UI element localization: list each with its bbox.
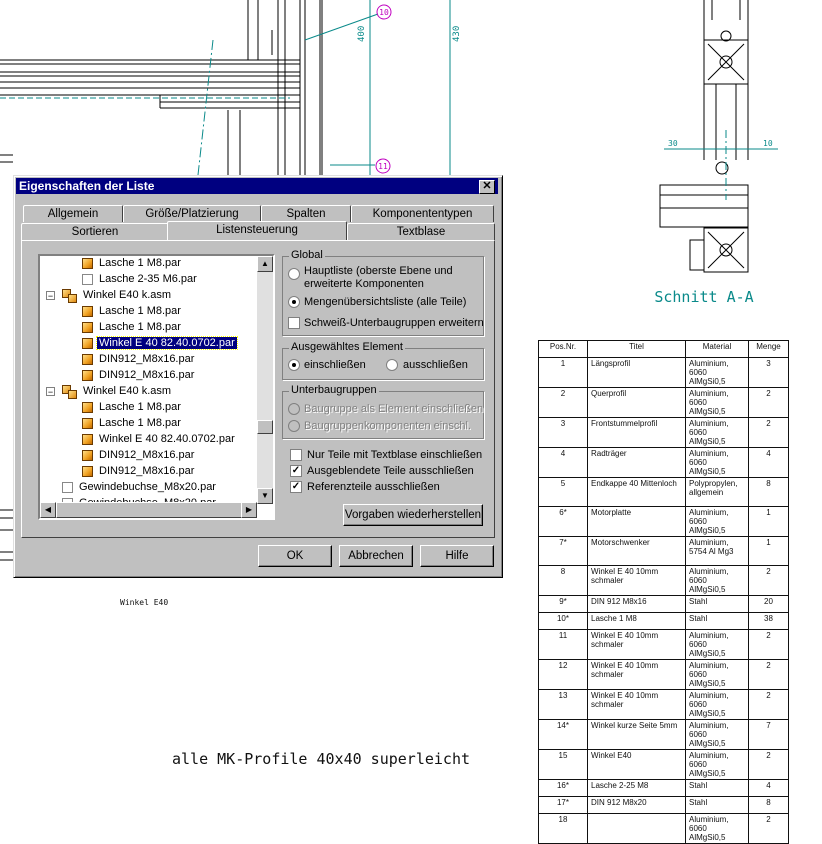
checkbox-exclude-hidden[interactable]: ✓ [291, 465, 301, 476]
tree-item-label: Lasche 1 M8.par [99, 257, 181, 269]
cell-pos: 5 [539, 478, 588, 507]
dialog-title: Eigenschaften der Liste [19, 179, 155, 193]
cell-title: Querprofil [588, 388, 686, 418]
part-icon [82, 354, 93, 365]
label-exclude-reference: Referenzteile ausschließen [307, 481, 440, 493]
cell-pos: 4 [539, 448, 588, 478]
table-row[interactable] [539, 814, 789, 844]
tree-item[interactable] [82, 335, 237, 351]
tab-groesse-platzierung[interactable]: Größe/Platzierung [123, 205, 261, 222]
radio-include[interactable] [288, 359, 300, 371]
part-icon [82, 370, 93, 381]
cell-pos: 1 [539, 358, 588, 388]
collapse-icon[interactable]: − [47, 387, 54, 397]
cell-material: Aluminium, 6060 AlMgSi0,5 [686, 660, 749, 690]
part-icon [82, 258, 93, 269]
help-button[interactable]: Hilfe [420, 545, 494, 567]
cell-material: Aluminium, 6060 AlMgSi0,5 [686, 507, 749, 537]
cell-qty: 2 [749, 388, 789, 418]
component-tree[interactable] [38, 254, 275, 520]
cell-title: Winkel E 40 10mm schmaler [588, 690, 686, 720]
cell-pos: 6* [539, 507, 588, 537]
collapse-icon[interactable]: − [47, 291, 54, 301]
cell-pos: 16* [539, 780, 588, 797]
cell-material: Aluminium, 6060 AlMgSi0,5 [686, 418, 749, 448]
table-row[interactable] [539, 566, 789, 596]
table-row[interactable] [539, 660, 789, 690]
table-row[interactable] [539, 596, 789, 613]
cell-pos: 7* [539, 537, 588, 566]
table-row[interactable] [539, 537, 789, 566]
cell-title: DIN 912 M8x20 [588, 797, 686, 814]
scroll-down-icon[interactable]: ▼ [257, 488, 273, 504]
tree-item-label: DIN912_M8x16.par [99, 353, 195, 365]
cell-title: Frontstummelprofil [588, 418, 686, 448]
radio-mengenuebersicht[interactable] [288, 296, 300, 308]
cell-title [588, 814, 686, 844]
cell-material: Aluminium, 6060 AlMgSi0,5 [686, 690, 749, 720]
tree-item[interactable] [82, 303, 183, 319]
cell-qty: 8 [749, 797, 789, 814]
cell-qty: 2 [749, 566, 789, 596]
cell-qty: 4 [749, 448, 789, 478]
cell-pos: 13 [539, 690, 588, 720]
label-only-with-balloon: Nur Teile mit Textblase einschließen [307, 449, 483, 461]
cell-pos: 9* [539, 596, 588, 613]
dimension-400-label: 400 [357, 25, 367, 42]
cell-material: Aluminium, 6060 AlMgSi0,5 [686, 566, 749, 596]
tab-spalten[interactable]: Spalten [261, 205, 351, 222]
tree-item-label: Lasche 1 M8.par [99, 321, 181, 333]
group-selected-element-legend: Ausgewähltes Element [291, 341, 403, 353]
cell-qty: 38 [749, 613, 789, 630]
tree-item[interactable] [82, 399, 183, 415]
table-row[interactable] [539, 630, 789, 660]
tree-item[interactable] [82, 271, 199, 287]
part-icon [82, 466, 93, 477]
cell-qty: 2 [749, 660, 789, 690]
tab-textblase[interactable]: Textblase [347, 223, 495, 240]
tree-item[interactable] [82, 255, 183, 271]
checkbox-exclude-reference[interactable]: ✓ [291, 481, 301, 492]
tree-item-label: DIN912_M8x16.par [99, 449, 195, 461]
balloon-10 [377, 5, 391, 19]
label-mengenuebersicht: Mengenübersichtsliste (alle Teile) [304, 296, 467, 308]
cell-qty: 3 [749, 358, 789, 388]
part-callout-label: Winkel E40 [120, 598, 169, 607]
cell-title: Motorplatte [588, 507, 686, 537]
part-icon [82, 338, 93, 349]
h-scroll-thumb[interactable] [56, 502, 246, 518]
column-header-qty: Menge [749, 341, 789, 358]
cell-qty: 20 [749, 596, 789, 613]
inactive-part-icon [62, 482, 73, 493]
table-row[interactable] [539, 750, 789, 780]
restore-defaults-button[interactable]: Vorgaben wiederherstellen [343, 504, 483, 526]
cell-qty: 7 [749, 720, 789, 750]
cell-title: Längsprofil [588, 358, 686, 388]
svg-text:10: 10 [379, 8, 389, 17]
cell-material: Polypropylen, allgemein [686, 478, 749, 507]
radio-assembly-as-element[interactable] [288, 403, 300, 415]
assembly-icon [62, 385, 77, 397]
table-row[interactable] [539, 613, 789, 630]
tree-vertical-scrollbar[interactable] [257, 256, 273, 504]
tree-item-label: Lasche 1 M8.par [99, 305, 181, 317]
cell-material: Aluminium, 6060 AlMgSi0,5 [686, 720, 749, 750]
tree-item[interactable] [47, 287, 173, 303]
tree-item-label: Winkel E40 k.asm [83, 289, 172, 301]
cell-title: Winkel kurze Seite 5mm [588, 720, 686, 750]
inactive-part-icon [82, 274, 93, 285]
cell-title: Winkel E 40 10mm schmaler [588, 630, 686, 660]
tree-item[interactable] [82, 415, 183, 431]
cell-title: Lasche 1 M8 [588, 613, 686, 630]
part-icon [82, 402, 93, 413]
dialog-title-bar[interactable] [16, 178, 498, 194]
label-assembly-components: Baugruppenkomponenten einschl. [304, 420, 471, 432]
part-icon [82, 322, 93, 333]
cell-material: Stahl [686, 613, 749, 630]
cell-pos: 15 [539, 750, 588, 780]
cell-qty: 2 [749, 630, 789, 660]
table-row[interactable] [539, 797, 789, 814]
cell-title: Endkappe 40 Mittenloch [588, 478, 686, 507]
table-row[interactable] [539, 780, 789, 797]
tree-item[interactable] [82, 431, 237, 447]
cell-qty: 2 [749, 418, 789, 448]
cell-material: Aluminium, 6060 AlMgSi0,5 [686, 388, 749, 418]
radio-assembly-components[interactable] [288, 420, 300, 432]
tree-item-label: Winkel E40 k.asm [83, 385, 172, 397]
table-row[interactable] [539, 418, 789, 448]
group-global-legend: Global [291, 249, 323, 261]
cell-qty: 1 [749, 507, 789, 537]
tree-horizontal-scrollbar[interactable] [40, 502, 257, 518]
cell-title: Motorschwenker [588, 537, 686, 566]
tree-item-label: DIN912_M8x16.par [99, 465, 195, 477]
assembly-icon [62, 289, 77, 301]
cell-title: Winkel E40 [588, 750, 686, 780]
part-icon [82, 434, 93, 445]
cell-title: Winkel E 40 10mm schmaler [588, 566, 686, 596]
tab-allgemein[interactable]: Allgemein [23, 205, 123, 222]
cell-title: Winkel E 40 10mm schmaler [588, 660, 686, 690]
list-properties-dialog[interactable] [13, 175, 503, 578]
tree-item[interactable] [82, 463, 196, 479]
table-row[interactable] [539, 358, 789, 388]
cell-pos: 3 [539, 418, 588, 448]
parts-list-header-row [539, 341, 789, 358]
cell-material: Aluminium, 6060 AlMgSi0,5 [686, 814, 749, 844]
ok-button[interactable]: OK [258, 545, 332, 567]
cell-material: Aluminium, 6060 AlMgSi0,5 [686, 630, 749, 660]
cell-title: Lasche 2-25 M8 [588, 780, 686, 797]
cell-pos: 8 [539, 566, 588, 596]
dimension-10-label: 10 [763, 139, 773, 148]
cell-material: Aluminium, 6060 AlMgSi0,5 [686, 358, 749, 388]
cell-pos: 12 [539, 660, 588, 690]
section-view-geometry [660, 0, 748, 272]
cancel-button[interactable]: Abbrechen [339, 545, 413, 567]
tree-item[interactable] [82, 351, 196, 367]
section-label: Schnitt A-A [654, 288, 754, 306]
scroll-right-icon[interactable]: ▶ [241, 502, 257, 518]
cell-material: Aluminium, 6060 AlMgSi0,5 [686, 448, 749, 478]
tree-item-label: Lasche 2-35 M6.par [99, 273, 197, 285]
part-icon [82, 306, 93, 317]
scroll-thumb[interactable] [257, 420, 273, 434]
label-schweiss: Schweiß-Unterbaugruppen erweitern [304, 317, 484, 329]
tab-listensteuerung[interactable]: Listensteuerung [167, 221, 347, 240]
table-row[interactable] [539, 690, 789, 720]
tree-item[interactable] [47, 383, 173, 399]
tree-item-label: DIN912_M8x16.par [99, 369, 195, 381]
part-icon [82, 450, 93, 461]
tab-sortieren[interactable]: Sortieren [21, 223, 169, 240]
table-row[interactable] [539, 388, 789, 418]
tree-item[interactable] [82, 447, 196, 463]
tree-item[interactable] [82, 367, 196, 383]
table-row[interactable] [539, 448, 789, 478]
cell-material: Aluminium, 5754 Al Mg3 [686, 537, 749, 566]
cell-pos: 2 [539, 388, 588, 418]
tree-item-label: Gewindebuchse_M8x20.par [79, 481, 216, 493]
dimension-430-label: 430 [452, 25, 462, 42]
table-row[interactable] [539, 720, 789, 750]
cell-qty: 2 [749, 690, 789, 720]
table-row[interactable] [539, 478, 789, 507]
cell-qty: 8 [749, 478, 789, 507]
cell-pos: 14* [539, 720, 588, 750]
cell-qty: 2 [749, 814, 789, 844]
checkbox-schweiss[interactable] [288, 317, 300, 329]
label-exclude-hidden: Ausgeblendete Teile ausschließen [307, 465, 474, 477]
label-assembly-as-element: Baugruppe als Element einschließen [304, 403, 484, 415]
tree-item-label: Lasche 1 M8.par [99, 417, 181, 429]
tree-item-label: Winkel E 40 82.40.0702.par [99, 337, 235, 349]
drawing-note: alle MK-Profile 40x40 superleicht [172, 750, 471, 768]
checkbox-only-with-balloon[interactable] [290, 449, 302, 461]
cell-title: Radträger [588, 448, 686, 478]
column-header-title: Titel [588, 341, 686, 358]
cell-qty: 1 [749, 537, 789, 566]
scroll-left-icon[interactable]: ◀ [40, 502, 56, 518]
cell-title: DIN 912 M8x16 [588, 596, 686, 613]
column-header-pos: Pos.Nr. [539, 341, 588, 358]
part-icon [82, 418, 93, 429]
cell-pos: 17* [539, 797, 588, 814]
cell-pos: 10* [539, 613, 588, 630]
radio-exclude[interactable] [386, 359, 398, 371]
cell-qty: 4 [749, 780, 789, 797]
tree-item-label: Lasche 1 M8.par [99, 401, 181, 413]
balloon-11 [376, 159, 390, 173]
group-subassemblies-legend: Unterbaugruppen [291, 384, 377, 396]
cell-material: Stahl [686, 797, 749, 814]
column-header-material: Material [686, 341, 749, 358]
section-dimension-lines [664, 130, 778, 200]
label-hauptliste: Hauptliste (oberste Ebene und erweiterte Komponenten [304, 265, 453, 290]
label-exclude: ausschließen [403, 359, 468, 371]
tree-item-label: Winkel E 40 82.40.0702.par [99, 433, 235, 445]
label-include: einschließen [304, 359, 366, 371]
cell-pos: 18 [539, 814, 588, 844]
cell-material: Stahl [686, 780, 749, 797]
cell-pos: 11 [539, 630, 588, 660]
parts-list-table[interactable] [538, 340, 789, 844]
tree-item[interactable] [82, 319, 183, 335]
cell-qty: 2 [749, 750, 789, 780]
close-icon[interactable]: ✕ [479, 180, 495, 194]
cell-material: Aluminium, 6060 AlMgSi0,5 [686, 750, 749, 780]
svg-text:11: 11 [378, 162, 388, 171]
cell-material: Stahl [686, 596, 749, 613]
tree-item[interactable] [62, 479, 218, 495]
radio-hauptliste[interactable] [288, 268, 300, 280]
table-row[interactable] [539, 507, 789, 537]
tab-komponententypen[interactable]: Komponententypen [351, 205, 494, 222]
scroll-up-icon[interactable]: ▲ [257, 256, 273, 272]
dimension-30-label: 30 [668, 139, 678, 148]
